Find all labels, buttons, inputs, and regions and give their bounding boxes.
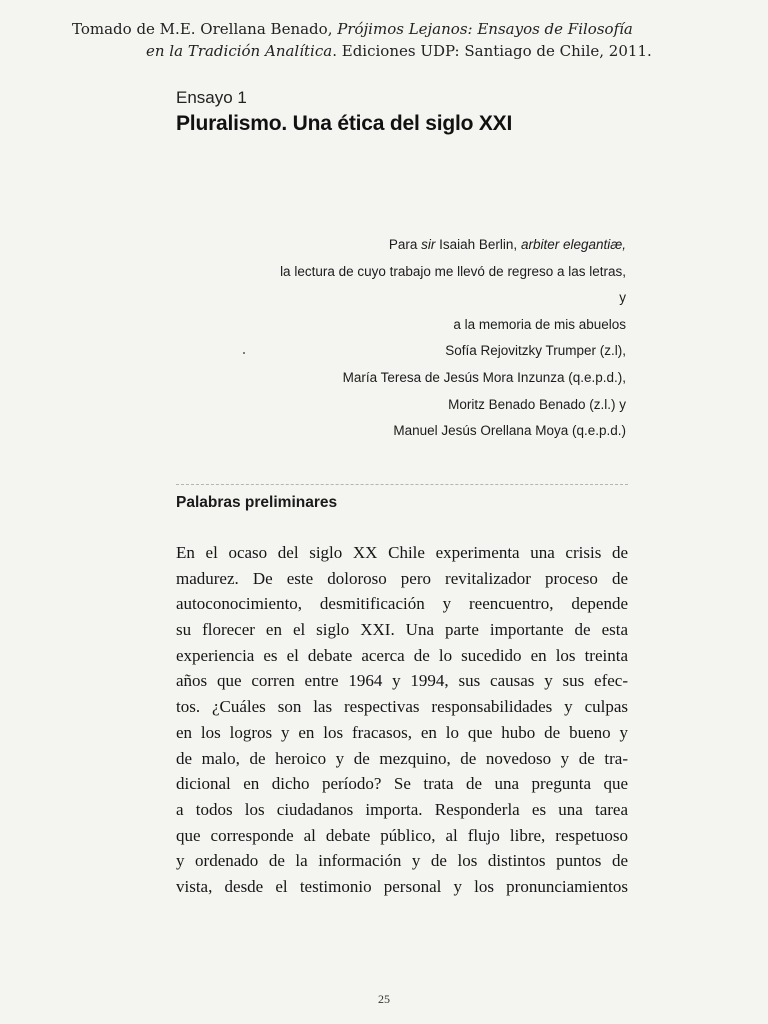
body-line: vista, desde el testimonio personal y los pronunciamientos bbox=[176, 876, 628, 896]
dedication-line: Manuel Jesús Orellana Moya (q.e.p.d.) bbox=[393, 423, 626, 439]
scan-speck bbox=[243, 352, 245, 354]
chapter-title: Pluralismo. Una ética del siglo XXI bbox=[176, 112, 513, 135]
dedication-line: la lectura de cuyo trabajo me llevó de regreso a las letras, bbox=[280, 263, 626, 279]
body-line: años que corren entre 1964 y 1994, sus causas y sus efec- bbox=[176, 671, 628, 691]
dedication-line bbox=[280, 232, 626, 259]
body-line: En el ocaso del siglo XX Chile experimenta una crisis de bbox=[176, 543, 628, 562]
body-line: de malo, de heroico y de mezquino, de novedoso y de tra- bbox=[176, 748, 628, 768]
page-number: 25 bbox=[378, 992, 390, 1006]
dedication-name: Isaiah Berlin, bbox=[435, 237, 521, 252]
body-line: que corresponde al debate público, al flujo libre, respetuoso bbox=[176, 825, 628, 845]
dedication-sir: sir bbox=[421, 237, 436, 252]
body-line: madurez. De este doloroso pero revitalizador proceso de bbox=[176, 568, 628, 588]
body-line: tos. ¿Cuáles son las respectivas responsabilidades y culpas bbox=[176, 697, 628, 717]
body-line: su florecer en el siglo XXI. Una parte importante de esta bbox=[176, 620, 628, 640]
dedication-line: a la memoria de mis abuelos bbox=[453, 316, 626, 332]
section-divider bbox=[176, 484, 628, 485]
body-line: autoconocimiento, desmitificación y reencuentro, depende bbox=[176, 594, 628, 614]
dedication-line: Sofía Rejovitzky Trumper (z.l), bbox=[445, 343, 626, 359]
citation-book-title: Prójimos Lejanos: Ensayos de Filosofía bbox=[337, 20, 633, 38]
body-line: experiencia es el debate acerca de lo sucedido en los treinta bbox=[176, 645, 628, 665]
citation-line-1 bbox=[72, 18, 633, 40]
section-heading: Palabras preliminares bbox=[176, 494, 338, 511]
dedication-line: y bbox=[619, 290, 626, 306]
dedication-pre: Para bbox=[388, 237, 422, 252]
citation-book-subtitle: en la Tradición Analítica bbox=[146, 42, 333, 60]
dedication-line: Moritz Benado Benado (z.l.) y bbox=[448, 396, 626, 412]
citation-line-2 bbox=[146, 40, 652, 62]
dedication-latin: arbiter elegantiæ, bbox=[520, 237, 626, 252]
body-line: en los logros y en los fracasos, en lo que hubo de bueno y bbox=[176, 722, 628, 742]
body-line: y ordenado de la información y de los distintos puntos de bbox=[176, 851, 628, 871]
citation-prefix: Tomado de M.E. Orellana Benado, bbox=[72, 20, 338, 38]
dedication-line: María Teresa de Jesús Mora Inzunza (q.e.p.d.), bbox=[342, 369, 626, 385]
citation-publisher: . Ediciones UDP: Santiago de Chile, 2011. bbox=[332, 42, 652, 60]
chapter-label: Ensayo 1 bbox=[176, 88, 247, 107]
dedication bbox=[280, 232, 626, 445]
body-line: a todos los ciudadanos importa. Responderla es una tarea bbox=[176, 799, 628, 819]
body-paragraph bbox=[176, 540, 628, 900]
body-line: dicional en dicho período? Se trata de una pregunta que bbox=[176, 774, 628, 794]
